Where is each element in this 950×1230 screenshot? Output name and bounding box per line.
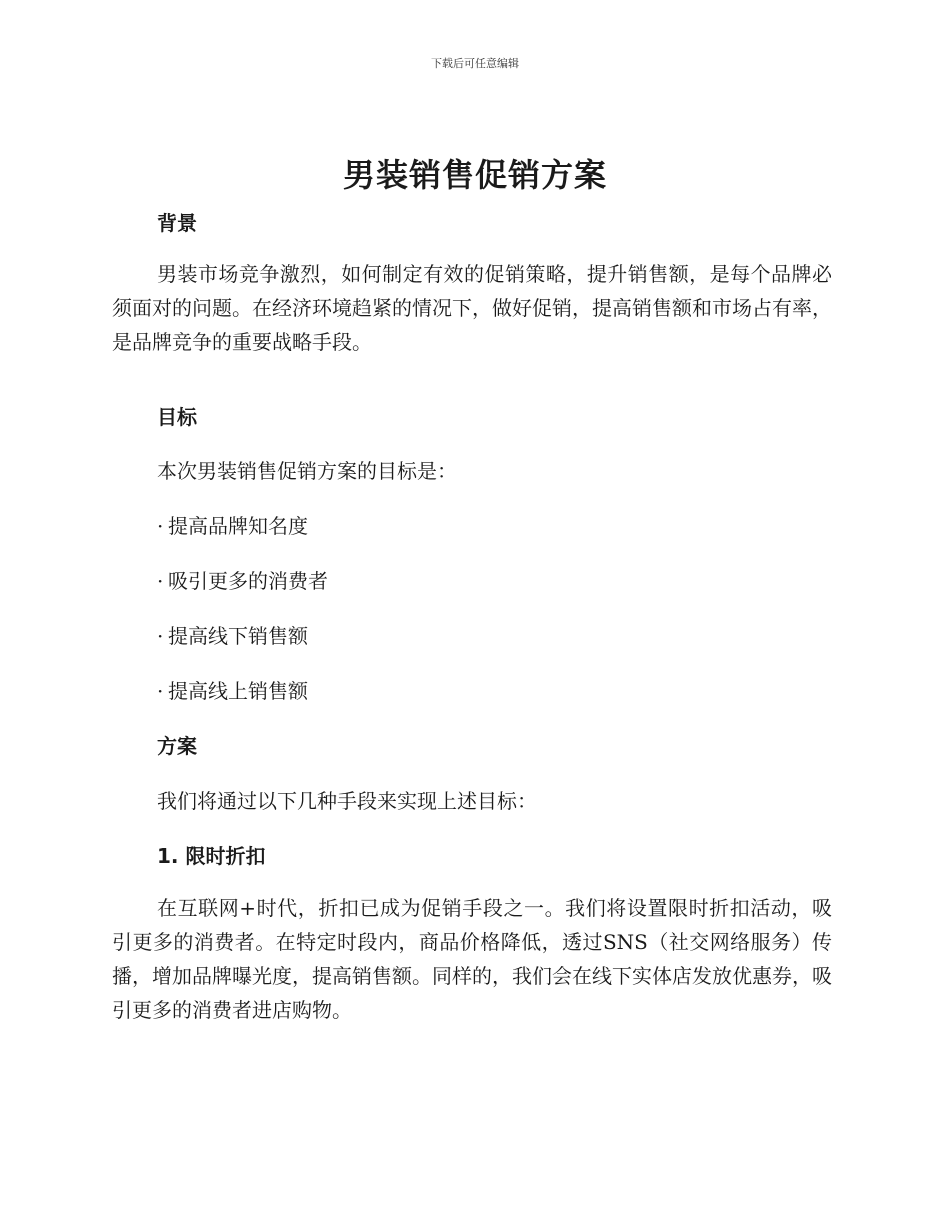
goal-item <box>157 675 308 704</box>
discount-paragraph: 在互联网+时代，折扣已成为促销手段之一。我们将设置限时折扣活动，吸引更多的消费者。在特定时段内，商品价格降低，透过SNS（社交网络服务）传播，增加品牌曝光度，提高销售额。同样的，我们会在线下实体店发放优惠券，吸引更多的消费者进店购物。 <box>112 896 832 1022</box>
goal-item <box>157 565 328 594</box>
section-heading-goals: 目标 <box>157 405 197 429</box>
bullet-dot-icon: · <box>157 569 164 593</box>
document-title: 男装销售促销方案 <box>342 156 607 194</box>
goal-item-label: 提高品牌知名度 <box>168 514 308 538</box>
goal-item <box>157 510 308 539</box>
bullet-dot-icon: · <box>157 624 164 648</box>
bullet-dot-icon: · <box>157 679 164 703</box>
bullet-dot-icon: · <box>157 514 164 538</box>
section-heading-background: 背景 <box>157 211 197 235</box>
goal-item-label: 吸引更多的消费者 <box>168 569 328 593</box>
background-paragraph: 男装市场竞争激烈，如何制定有效的促销策略，提升销售额，是每个品牌必须面对的问题。在经济环境趋紧的情况下，做好促销，提高销售额和市场占有率，是品牌竞争的重要战略手段。 <box>112 262 832 354</box>
goal-item-label: 提高线上销售额 <box>168 679 308 703</box>
plan-intro: 我们将通过以下几种手段来实现上述目标： <box>157 789 537 813</box>
section-heading-plan: 方案 <box>157 734 197 758</box>
goals-intro: 本次男装销售促销方案的目标是： <box>157 459 457 483</box>
goal-item <box>157 620 308 649</box>
header-note: 下载后可任意编辑 <box>431 57 519 70</box>
goal-item-label: 提高线下销售额 <box>168 624 308 648</box>
plan-subheading-limited-discount: 1. 限时折扣 <box>157 844 266 868</box>
